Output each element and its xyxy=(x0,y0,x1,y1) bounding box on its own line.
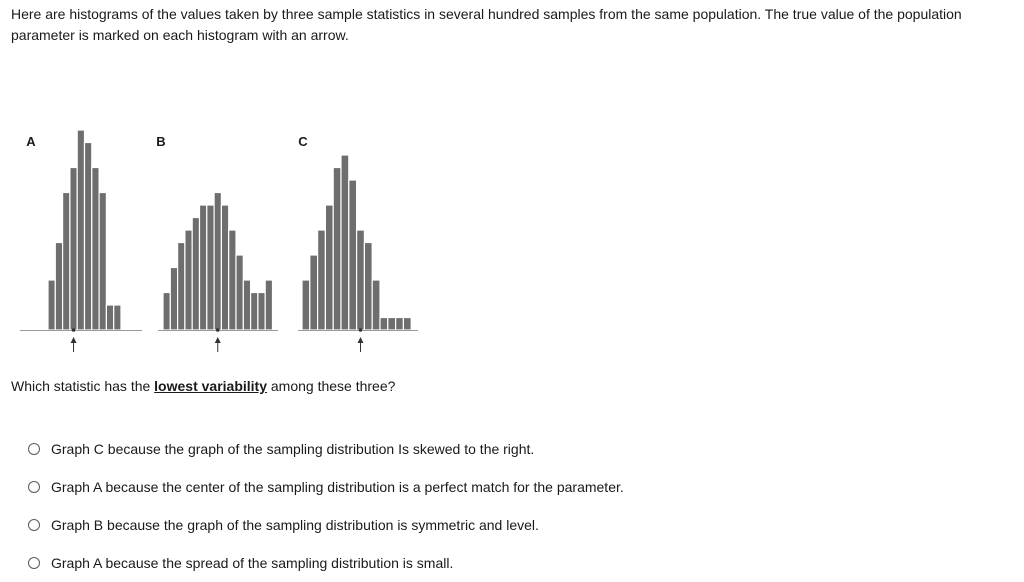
histogram-bar xyxy=(258,293,265,331)
histogram-c xyxy=(298,134,418,352)
parameter-arrow-icon xyxy=(215,337,221,343)
histogram-bar xyxy=(99,193,106,331)
histogram-bar xyxy=(325,205,333,330)
histogram-label: C xyxy=(298,134,308,149)
histogram-bar xyxy=(77,130,84,330)
histogram-b xyxy=(156,134,278,352)
histogram-bar xyxy=(170,268,177,331)
histogram-bar xyxy=(396,318,404,331)
option-label: Graph A because the center of the sampling distribution is a perfect match for the parameter. xyxy=(51,479,624,495)
option-label: Graph C because the graph of the sampling distribution Is skewed to the right. xyxy=(51,441,535,457)
option-1[interactable] xyxy=(28,430,624,468)
histogram-figure xyxy=(0,60,440,360)
radio-button[interactable] xyxy=(28,443,40,455)
histogram-bar xyxy=(333,168,341,331)
histogram-bar xyxy=(349,180,357,330)
radio-button[interactable] xyxy=(28,519,40,531)
histogram-bar xyxy=(221,205,228,330)
question-before: Which statistic has the xyxy=(11,378,155,394)
histogram-bar xyxy=(70,168,77,331)
parameter-dot xyxy=(359,328,363,332)
histogram-bar xyxy=(364,243,372,331)
histogram-bar xyxy=(207,205,214,330)
histogram-bar xyxy=(403,318,411,331)
option-3[interactable] xyxy=(28,506,624,544)
parameter-arrow-icon xyxy=(358,337,364,343)
histogram-bar xyxy=(388,318,396,331)
option-2[interactable] xyxy=(28,468,624,506)
histogram-bar xyxy=(85,143,92,331)
histogram-bar xyxy=(55,243,62,331)
question-emphasis: lowest variability xyxy=(154,378,267,394)
option-label: Graph B because the graph of the sampling distribution is symmetric and level. xyxy=(51,517,539,533)
histogram-bar xyxy=(251,293,258,331)
question-text xyxy=(11,376,395,396)
option-4[interactable] xyxy=(28,544,624,582)
histogram-bar xyxy=(236,255,243,330)
histogram-bar xyxy=(341,155,349,330)
histogram-bar xyxy=(357,230,365,330)
radio-button[interactable] xyxy=(28,481,40,493)
histograms-svg xyxy=(0,60,440,360)
histogram-bar xyxy=(178,243,185,331)
histogram-bar xyxy=(243,280,250,330)
histogram-bar xyxy=(229,230,236,330)
histogram-bar xyxy=(63,193,70,331)
histogram-label: A xyxy=(26,134,36,149)
histogram-bar xyxy=(114,305,121,330)
histogram-bar xyxy=(318,230,326,330)
parameter-dot xyxy=(216,328,220,332)
histogram-bar xyxy=(192,218,199,331)
option-label: Graph A because the spread of the sampling distribution is small. xyxy=(51,555,454,571)
parameter-arrow-icon xyxy=(71,337,77,343)
histogram-bar xyxy=(214,193,221,331)
parameter-dot xyxy=(72,328,76,332)
histogram-bar xyxy=(163,293,170,331)
histogram-bar xyxy=(265,280,272,330)
histogram-a xyxy=(20,130,142,352)
answer-options xyxy=(28,430,624,582)
histogram-bar xyxy=(200,205,207,330)
histogram-label: B xyxy=(156,134,166,149)
histogram-bar xyxy=(380,318,388,331)
histogram-bar xyxy=(372,280,380,330)
histogram-bar xyxy=(48,280,55,330)
radio-button[interactable] xyxy=(28,557,40,569)
histogram-bar xyxy=(92,168,99,331)
histogram-bar xyxy=(185,230,192,330)
question-after: among these three? xyxy=(267,378,396,394)
histogram-bar xyxy=(302,280,310,330)
intro-text: Here are histograms of the values taken by three sample statistics in several hundred samples from the same population. The true value of the population parameter is marked on each histogram with an arrow. xyxy=(11,6,962,43)
histogram-bar xyxy=(106,305,113,330)
histogram-bar xyxy=(310,255,318,330)
